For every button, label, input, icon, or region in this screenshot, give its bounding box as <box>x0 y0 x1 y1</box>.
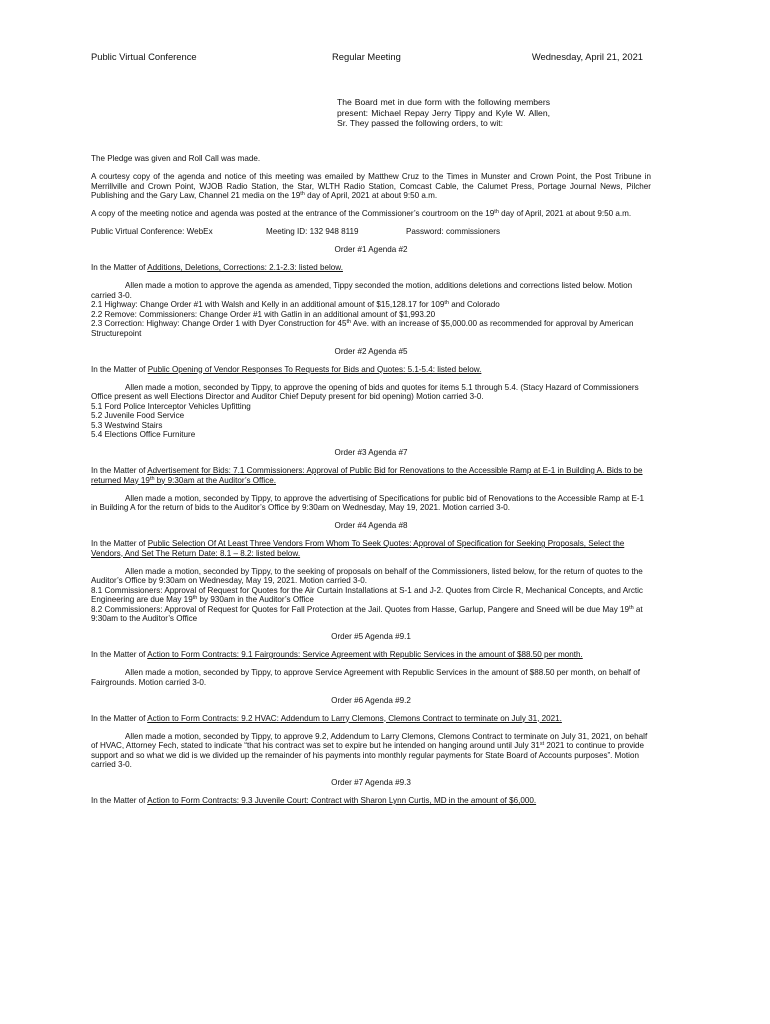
conference-platform: Public Virtual Conference: WebEx <box>91 227 213 236</box>
order-line: 5.4 Elections Office Furniture <box>91 430 196 439</box>
order-line: 2.3 Correction: Highway: Change Order 1 with Dyer Construction for 45th Ave. with an increase of $5,000.00 as recommended for approval by American Structurepoint <box>91 319 634 338</box>
order-heading: Order #3 Agenda #7 <box>334 448 408 457</box>
order-motion: Allen made a motion, seconded by Tippy, to approve 9.2, Addendum to Larry Clemons, Clemons Contract to terminate on July 31, 2021, on behalf of HVAC, Attorney Fech, stated to indicate “that his contract was set to expire but he intended on hanging around until July 31st 2021 to continue to provide support and so what we did is we divided up the remainder of his payments into monthly regular payments for State Board of Accounts purposes”. Motion carried 3-0. <box>91 731 648 769</box>
order-line: 5.1 Ford Police Interceptor Vehicles Upfitting <box>91 401 251 411</box>
header-left: Public Virtual Conference <box>91 51 197 62</box>
order-matter: In the Matter of Additions, Deletions, Corrections: 2.1-2.3: listed below. <box>91 263 343 272</box>
order-matter: In the Matter of Action to Form Contracts: 9.1 Fairgrounds: Service Agreement with Republic Services in the amount of $88.50 per month. <box>91 650 583 659</box>
order-motion: Allen made a motion, seconded by Tippy, to approve Service Agreement with Republic Services in the amount of $88.50 per month, on behalf of Fairgrounds. Motion carried 3-0. <box>91 668 641 687</box>
order-heading: Order #7 Agenda #9.3 <box>331 778 411 787</box>
order-motion: Allen made a motion to approve the agenda as amended, Tippy seconded the motion, additions deletions and corrections listed below. Motion carried 3-0. <box>91 281 633 300</box>
notice-paragraph: A courtesy copy of the agenda and notice of this meeting was emailed by Matthew Cruz to the Times in Munster and Crown Point, the Post Tribune in Merrillville and Crown Point, WJOB Radio Station, the Star, WLTH Radio Station, Comcast Cable, the Calumet Press, Portage Journal News, Pilcher Publishing and the Gary Law, Channel 21 media on the 19th day of April, 2021 at about 9:50 a.m. <box>91 172 651 200</box>
order-details <box>91 567 651 624</box>
order-heading: Order #1 Agenda #2 <box>334 245 408 254</box>
order-heading: Order #5 Agenda #9.1 <box>331 632 411 641</box>
order-motion: Allen made a motion, seconded by Tippy, to approve the advertising of Specifications for public bid of Renovations to the Accessible Ramp at E-1 in Building A for the return of bids to the Auditor’s Office by 9:30am on Wednesday, May 19, 2021. Motion carried 3-0. <box>91 493 645 512</box>
order-matter: In the Matter of Action to Form Contracts: 9.3 Juvenile Court: Contract with Sharon Lynn Curtis, MD in the amount of $6,000. <box>91 796 537 805</box>
meeting-id: Meeting ID: 132 948 8119 <box>266 227 359 236</box>
order-matter: In the Matter of Public Opening of Vendor Responses To Requests for Bids and Quotes: 5.1-5.4: listed below. <box>91 364 482 374</box>
order-heading: Order #2 Agenda #5 <box>334 346 408 356</box>
order-details <box>91 383 651 440</box>
order-matter: In the Matter of Action to Form Contracts: 9.2 HVAC: Addendum to Larry Clemons, Clemons Contract to terminate on July 31, 2021. <box>91 713 562 723</box>
order-matter: In the Matter of Advertisement for Bids: 7.1 Commissioners: Approval of Public Bid for Renovations to the Accessible Ramp at E-1 in Building A. Bids to be returned May 19th by 9:30am at the Auditor’s Office. <box>91 466 643 485</box>
header-center: Regular Meeting <box>332 51 401 62</box>
order-line: 8.2 Commissioners: Approval of Request for Quotes for Fall Protection at the Jail. Quotes from Hasse, Garlup, Pangere and Sneed will be due May 19th at 9:30am to the Auditor’s Office <box>91 604 643 623</box>
posted-paragraph: A copy of the meeting notice and agenda was posted at the entrance of the Commissioner’s courtroom on the 19th day of April, 2021 at about 9:50 a.m. <box>91 209 632 218</box>
order-line: 8.1 Commissioners: Approval of Request for Quotes for the Air Curtain Installations at S-1 and J-2. Quotes from Circle R, Mechanical Concepts, and Arctic Engineering are due May 19th by 930am in the Auditor’s Office <box>91 585 643 604</box>
page-header <box>91 51 643 63</box>
order-line: 5.2 Juvenile Food Service <box>91 411 185 420</box>
conference-info <box>91 227 651 237</box>
intro-paragraph: The Board met in due form with the following members present: Michael Repay Jerry Tippy and Kyle W. Allen, Sr. They passed the following orders, to wit: <box>337 97 550 128</box>
minutes-body <box>91 154 651 814</box>
header-date: Wednesday, April 21, 2021 <box>531 51 643 62</box>
order-motion: Allen made a motion, seconded by Tippy, to the seeking of proposals on behalf of the Commissioners, listed below, for the return of quotes to the Auditor’s Office by 9:30am on Wednesday, May 19, 2021. Motion carried 3-0. <box>91 566 643 585</box>
meeting-password: Password: commissioners <box>406 227 501 236</box>
order-details <box>91 281 651 338</box>
order-line: 2.2 Remove: Commissioners: Change Order #1 with Gatlin in an additional amount of $1,993.20 <box>91 309 436 319</box>
order-line: 5.3 Westwind Stairs <box>91 420 163 430</box>
order-heading: Order #6 Agenda #9.2 <box>331 695 411 705</box>
pledge-text: The Pledge was given and Roll Call was made. <box>91 154 261 163</box>
order-matter: In the Matter of Public Selection Of At Least Three Vendors From Whom To Seek Quotes: Approval of Specification for Seeking Proposals, Select the Vendors, And Set The Return Date: 8.1 – 8.2: listed below. <box>91 539 625 558</box>
order-motion: Allen made a motion, seconded by Tippy, to approve the opening of bids and quotes for items 5.1 through 5.4. (Stacy Hazard of Commissioners Office present as well Elections Director and Auditor Chief Deputy present for bid opening) Motion carried 3-0. <box>91 382 639 401</box>
order-line: 2.1 Highway: Change Order #1 with Walsh and Kelly in an additional amount of $15,128.17 for 109th and Colorado <box>91 300 500 309</box>
order-heading: Order #4 Agenda #8 <box>334 521 408 530</box>
